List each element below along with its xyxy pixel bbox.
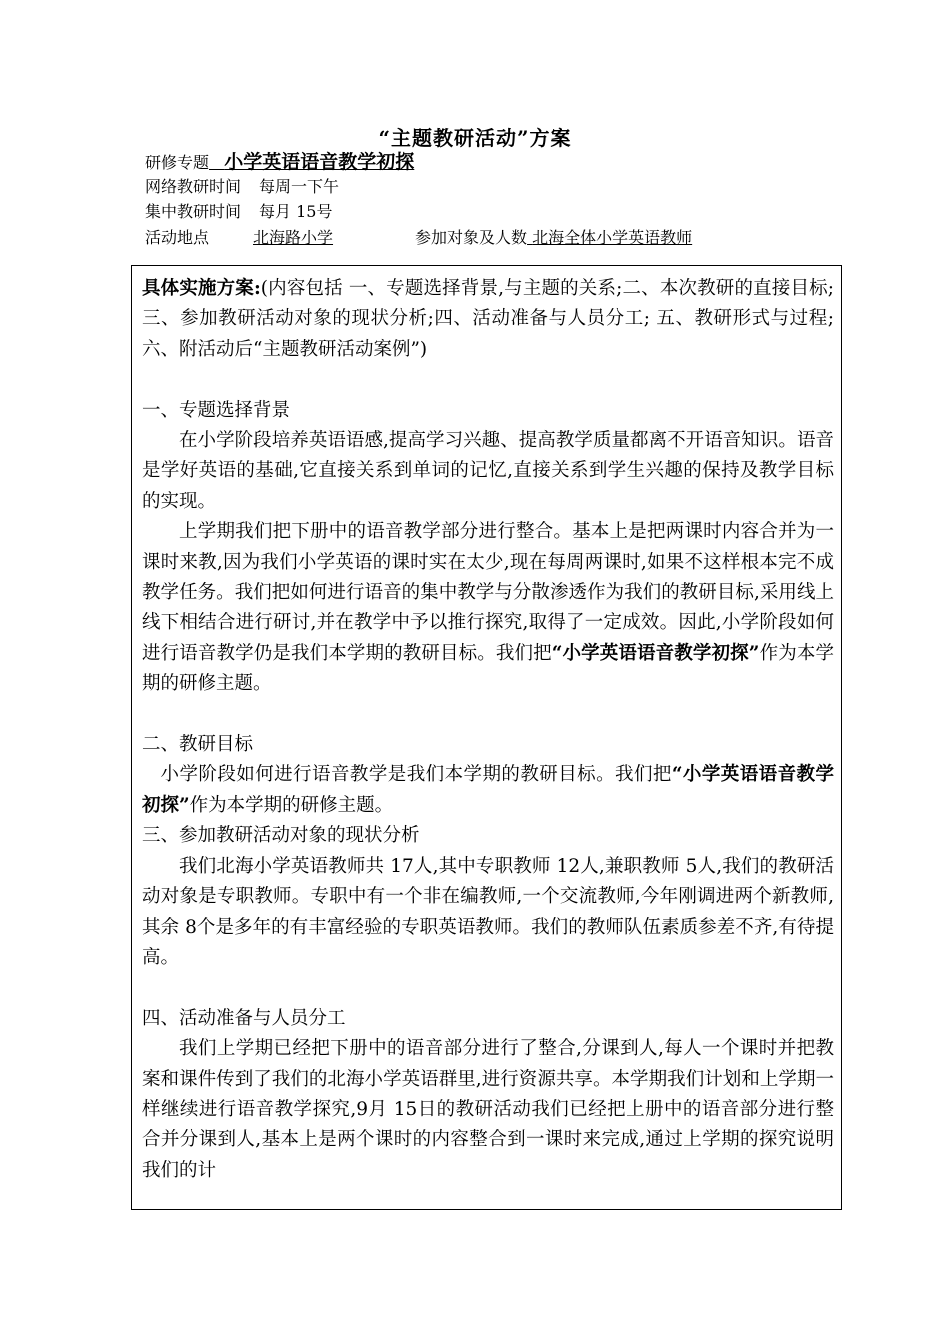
section-2-emphasis: “小学英语语音教学初探” <box>142 764 834 816</box>
location-value: 北海路小学 <box>253 228 334 247</box>
section-3-heading: 三、参加教研活动对象的现状分析 <box>142 825 420 847</box>
section-2-heading: 二、教研目标 <box>142 734 254 756</box>
plan-box <box>131 265 842 1210</box>
location-field <box>209 228 395 247</box>
section-1-paragraph-1: 在小学阶段培养英语语感,提高学习兴趣、提高教学质量都离不开语音知识。语音是学好英语的基础,它直接关系到单词的记忆,直接关系到学生兴趣的保持及教学目标的实现。 <box>142 430 834 512</box>
blank-line <box>142 973 834 1003</box>
central-time-value: 每月 15号 <box>259 202 333 221</box>
meta-topic-row <box>145 152 414 173</box>
section-1-paragraph-2 <box>142 517 834 699</box>
topic-underline-space <box>209 153 224 172</box>
section-1-p2-text-c: 作为本学期的研修主题。 <box>142 642 834 695</box>
section-1-p2-emphasis: “小学英语语音教学初探” <box>551 642 760 664</box>
plan-intro-paragraph <box>142 274 834 365</box>
online-time-value: 每周一下午 <box>259 177 340 196</box>
section-2-paragraph <box>142 760 834 821</box>
meta-location-row <box>145 228 692 248</box>
plan-label: 具体实施方案: <box>142 278 261 299</box>
section-3-paragraph: 我们北海小学英语教师共 17人,其中专职教师 12人,兼职教师 5人,我们的教研活动对象是专职教师。专职中有一个非在编教师,一个交流教师,今年刚调进两个新教师,其余 8个是多年的有丰富经验的专职英语教师。我们的教师队伍素质参差不齐,有待提高。 <box>142 855 834 968</box>
section-1-heading: 一、专题选择背景 <box>142 399 291 421</box>
plan-content <box>142 274 834 1186</box>
participants-value: 北海全体小学英语教师 <box>532 228 693 247</box>
central-time-label: 集中教研时间 <box>145 202 242 221</box>
topic-value: 小学英语语音教学初探 <box>224 151 415 173</box>
meta-online-row <box>145 177 339 197</box>
blank-line <box>142 700 834 730</box>
plan-intro: (内容包括 一、专题选择背景,与主题的关系;二、本次教研的直接目标;三、参加教研活动对象的现状分析;四、活动准备与人员分工; 五、教研形式与过程;六、附活动后“主题教研活动案例”) <box>142 278 834 360</box>
section-4-heading: 四、活动准备与人员分工 <box>142 1007 346 1029</box>
blank-line <box>142 365 834 395</box>
section-1-p2-text-a: 上学期我们把下册中的语音教学部分进行整合。基本上是把两课时内容合并为一课时来教,因为我们小学英语的课时实在太少,现在每周两课时,如果不这样根本完不成教学任务。我们把如何进行语音的集中教学与分散渗透作为我们的教研目标,采用线上线下相结合进行研讨,并在教学中予以推行探究,取得了一定成效。因此,小学阶段如何进行语音教学仍是我们本学期的教研目标。我们把 <box>142 521 834 664</box>
meta-central-row <box>145 202 332 222</box>
online-time-label: 网络教研时间 <box>145 177 242 196</box>
participants-label: 参加对象及人数 <box>415 228 528 247</box>
topic-label: 研修专题 <box>145 153 210 172</box>
document-title: “主题教研活动”方案 <box>378 126 572 150</box>
section-2-text-c: 作为本学期的研修主题。 <box>189 794 394 816</box>
location-label: 活动地点 <box>145 228 210 247</box>
section-2-text-a: 小学阶段如何进行语音教学是我们本学期的教研目标。我们把 <box>160 764 672 786</box>
participants-field <box>527 228 692 247</box>
section-4-paragraph: 我们上学期已经把下册中的语音部分进行了整合,分课到人,每人一个课时并把教案和课件传到了我们的北海小学英语群里,进行资源共享。本学期我们计划和上学期一样继续进行语音教学探究,9月 15日的教研活动我们已经把上册中的语音部分进行整合并分课到人,基本上是两个课时的内容整合到一课时来完成,通过上学期的探究说明我们的计 <box>142 1038 834 1181</box>
